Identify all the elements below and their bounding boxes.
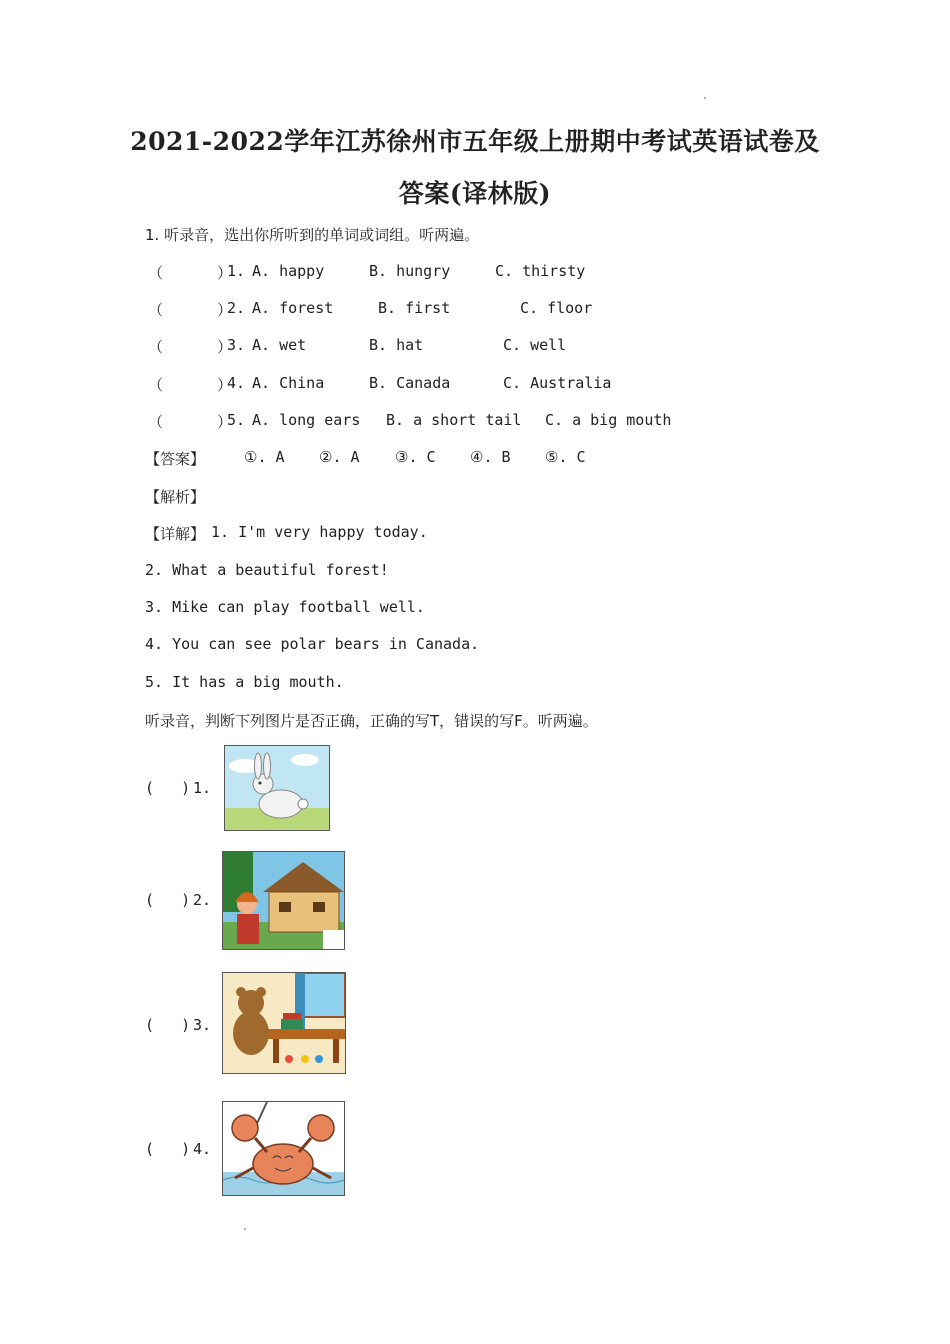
answer-3: ③. C	[395, 448, 436, 466]
answer-blank: （ ）	[148, 376, 233, 394]
q1-instruction: 1. 听录音，选出你所听到的单词或词组。听两遍。	[145, 226, 480, 244]
option-c: C. Australia	[503, 374, 612, 392]
picture-answer-blank: ( )	[145, 779, 191, 797]
item-number: 1.	[227, 262, 246, 280]
picture-number: 3.	[193, 1016, 212, 1034]
option-c: C. a big mouth	[545, 411, 672, 429]
item-number: 2.	[227, 299, 246, 317]
choice-row	[0, 299, 950, 323]
option-a: A. forest	[252, 299, 334, 317]
item-number: 5.	[227, 411, 246, 429]
option-c: C. floor	[520, 299, 593, 317]
answer-blank: （ ）	[148, 338, 233, 356]
answer-blank: （ ）	[148, 301, 233, 319]
picture-number: 2.	[193, 891, 212, 909]
choice-row	[0, 411, 950, 435]
detail-line: 5. It has a big mouth.	[145, 673, 344, 691]
answer-blank: （ ）	[148, 264, 233, 282]
q2-instruction: 听录音，判断下列图片是否正确，正确的写T，错误的写F。听两遍。	[145, 712, 598, 730]
option-a: A. China	[252, 374, 325, 392]
detail-label: 【详解】	[145, 525, 206, 543]
option-a: A. wet	[252, 336, 307, 354]
answer-row	[0, 448, 950, 472]
choice-row	[0, 374, 950, 398]
answer-blank: （ ）	[148, 413, 233, 431]
crab-picture	[222, 1101, 345, 1196]
page-title-line-1: 2021-2022学年江苏徐州市五年级上册期中考试英语试卷及	[130, 127, 820, 156]
detail-line: 3. Mike can play football well.	[145, 598, 425, 616]
picture-number: 4.	[193, 1140, 212, 1158]
bear-picture	[222, 972, 346, 1074]
picture-number: 1.	[193, 779, 212, 797]
detail-line: 4. You can see polar bears in Canada.	[145, 635, 480, 653]
answer-label: 【答案】	[145, 450, 206, 468]
option-c: C. well	[503, 336, 567, 354]
option-b: B. first	[378, 299, 451, 317]
option-b: B. Canada	[369, 374, 451, 392]
item-number: 4.	[227, 374, 246, 392]
item-number: 3.	[227, 336, 246, 354]
option-c: C. thirsty	[495, 262, 586, 280]
analysis-label: 【解析】	[145, 488, 206, 506]
option-a: A. long ears	[252, 411, 361, 429]
detail-line: 2. What a beautiful forest!	[145, 561, 389, 579]
detail-row	[0, 523, 950, 547]
option-b: B. a short tail	[386, 411, 522, 429]
picture-answer-blank: ( )	[145, 1140, 191, 1158]
option-a: A. happy	[252, 262, 325, 280]
house-picture	[222, 851, 345, 950]
answer-1: ①. A	[244, 448, 285, 466]
choice-row	[0, 336, 950, 360]
picture-answer-blank: ( )	[145, 891, 191, 909]
answer-5: ⑤. C	[545, 448, 586, 466]
answer-2: ②. A	[319, 448, 360, 466]
detail-line: 1. I'm very happy today.	[211, 523, 428, 541]
option-b: B. hungry	[369, 262, 451, 280]
speck-top	[704, 97, 706, 99]
choice-row	[0, 262, 950, 286]
picture-answer-blank: ( )	[145, 1016, 191, 1034]
answer-4: ④. B	[470, 448, 511, 466]
rabbit-picture	[224, 745, 330, 831]
speck-bottom	[244, 1228, 246, 1230]
option-b: B. hat	[369, 336, 424, 354]
page-title-line-2: 答案(译林版)	[398, 179, 552, 208]
